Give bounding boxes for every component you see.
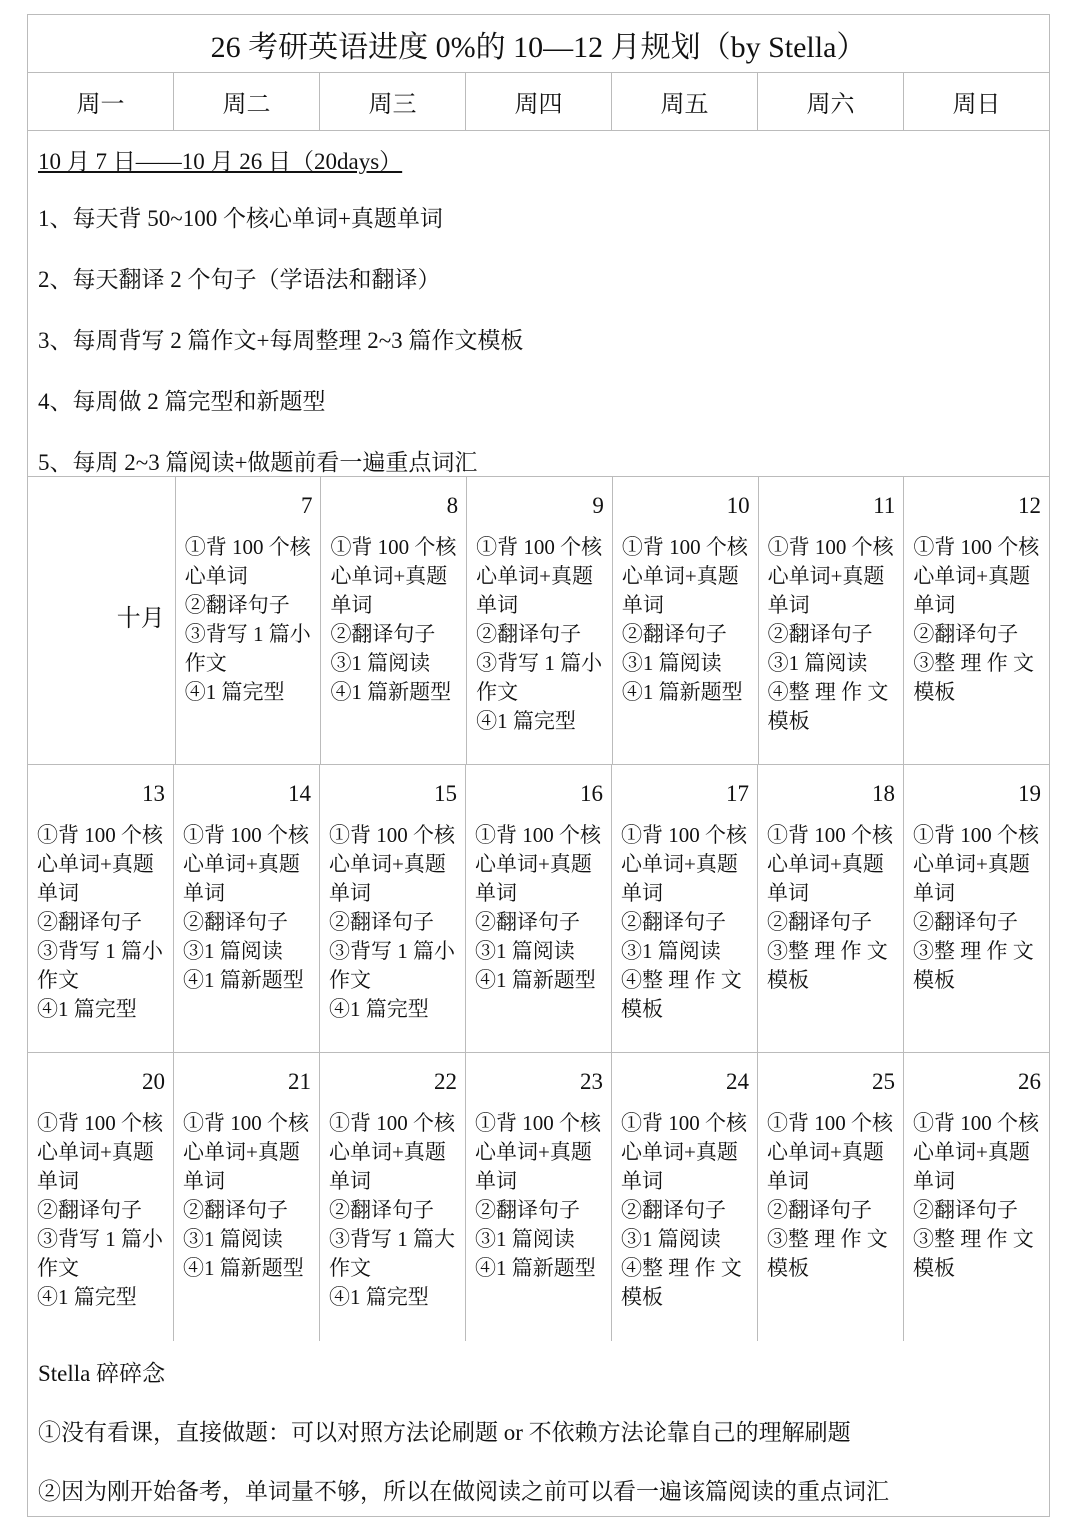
task-line: ②翻译句子 <box>183 1198 288 1222</box>
day-number: 19 <box>1018 781 1041 806</box>
week-row <box>28 1053 1049 1341</box>
task-line: ④1 篇完型 <box>476 709 576 733</box>
task-line: 心单词+真题 <box>913 564 1031 588</box>
task-line: ①背 100 个核 <box>767 1111 893 1135</box>
task-line: ①背 100 个核 <box>330 535 457 559</box>
task-line: ②翻译句子 <box>913 910 1018 934</box>
goal-item: 3、每周背写 2 篇作文+每周整理 2~3 篇作文模板 <box>38 328 524 353</box>
day-number: 16 <box>580 781 603 806</box>
day-cell <box>28 1053 174 1341</box>
task-line: ②翻译句子 <box>476 622 582 646</box>
task-line: ①背 100 个核 <box>621 535 748 559</box>
task-line: 作文 <box>329 1256 371 1280</box>
task-line: ②翻译句子 <box>767 1198 872 1222</box>
day-cell <box>321 477 467 764</box>
task-line: ①背 100 个核 <box>767 535 894 559</box>
task-line: 心单词+真题 <box>475 1140 592 1164</box>
note-item: ①没有看课，直接做题：可以对照方法论刷题 or 不依赖方法论靠自己的理解刷题 <box>38 1420 851 1445</box>
task-line: ②翻译句子 <box>37 1198 142 1222</box>
task-line: 单词 <box>475 881 517 905</box>
task-line: 单词 <box>621 593 664 617</box>
day-number: 18 <box>872 781 895 806</box>
task-line: 心单词+真题 <box>37 852 154 876</box>
day-cell <box>174 765 320 1052</box>
task-line: ①背 100 个核 <box>475 823 601 847</box>
task-line: 单词 <box>37 881 79 905</box>
weekday-sun: 周日 <box>952 92 1001 118</box>
date-range: 10 月 7 日——10 月 26 日（20days） <box>38 149 403 174</box>
day-number: 8 <box>446 493 459 518</box>
task-line: ③背写 1 篇小 <box>329 939 455 963</box>
task-line: 作文 <box>37 1256 79 1280</box>
task-line: ①背 100 个核 <box>475 1111 601 1135</box>
task-line: 心单词+真题 <box>767 564 885 588</box>
goal-item: 5、每周 2~3 篇阅读+做题前看一遍重点词汇 <box>38 450 478 475</box>
task-line: ②翻译句子 <box>621 622 727 646</box>
task-line: 单词 <box>183 1169 225 1193</box>
task-line: ②翻译句子 <box>330 622 436 646</box>
day-number: 22 <box>434 1069 457 1094</box>
task-line: 模板 <box>621 1285 663 1309</box>
task-line: 单词 <box>621 881 663 905</box>
day-cell <box>613 477 759 764</box>
task-line: 模板 <box>913 680 956 704</box>
task-line: 单词 <box>621 1169 663 1193</box>
task-line: 心单词+真题 <box>913 1140 1030 1164</box>
task-line: 心单词 <box>184 564 248 588</box>
task-line: ④1 篇完型 <box>37 997 137 1021</box>
day-cell <box>466 765 612 1052</box>
day-number: 15 <box>434 781 457 806</box>
task-line: 心单词+真题 <box>329 1140 446 1164</box>
task-line: ①背 100 个核 <box>329 1111 455 1135</box>
day-number: 11 <box>873 493 896 518</box>
day-cell <box>174 1053 320 1341</box>
task-line: ③1 篇阅读 <box>183 1227 283 1251</box>
task-line: 单词 <box>767 881 809 905</box>
goal-item: 2、每天翻译 2 个句子（学语法和翻译） <box>38 267 441 292</box>
task-line: ④1 篇完型 <box>329 1285 429 1309</box>
day-cell <box>904 765 1049 1052</box>
task-line: 心单词+真题 <box>621 852 738 876</box>
task-line: 作文 <box>329 968 371 992</box>
day-number: 13 <box>142 781 165 806</box>
weekday-wed: 周三 <box>320 73 466 130</box>
day-cell <box>467 477 613 764</box>
task-line: 单词 <box>476 593 519 617</box>
notes-heading: Stella 碎碎念 <box>38 1361 166 1386</box>
task-line: ①背 100 个核 <box>913 1111 1039 1135</box>
task-line: 心单词+真题 <box>37 1140 154 1164</box>
day-cell <box>320 1053 466 1341</box>
task-line: ④1 篇完型 <box>329 997 429 1021</box>
task-line: ①背 100 个核 <box>183 1111 309 1135</box>
task-line: 单词 <box>329 1169 371 1193</box>
task-line: ③1 篇阅读 <box>330 651 431 675</box>
task-line: ④1 篇完型 <box>37 1285 137 1309</box>
weekday-thu: 周四 <box>466 73 612 130</box>
task-line: 心单词+真题 <box>476 564 593 588</box>
task-line: 模板 <box>913 968 955 992</box>
task-line: 作文 <box>37 968 79 992</box>
task-line: ③1 篇阅读 <box>475 1227 575 1251</box>
task-line: ②翻译句子 <box>475 910 580 934</box>
task-line: ④1 篇完型 <box>184 680 285 704</box>
task-line: ③1 篇阅读 <box>767 651 868 675</box>
day-cell <box>759 477 905 764</box>
task-line: ③1 篇阅读 <box>475 939 575 963</box>
task-line: 作文 <box>476 680 519 704</box>
task-line: ②翻译句子 <box>329 1198 434 1222</box>
task-line: 模板 <box>913 1256 955 1280</box>
weekday-mon: 周一 <box>28 73 174 130</box>
day-cell <box>466 1053 612 1341</box>
month-label-cell <box>28 477 176 764</box>
task-line: ③背写 1 篇小 <box>184 622 311 646</box>
task-line: ③整 理 作 文 <box>913 1227 1034 1251</box>
title-row <box>28 15 1049 73</box>
task-line: 心单词+真题 <box>913 852 1030 876</box>
task-line: ①背 100 个核 <box>767 823 893 847</box>
task-line: 单词 <box>329 881 371 905</box>
task-line: 模板 <box>767 968 809 992</box>
task-line: 模板 <box>767 1256 809 1280</box>
task-line: ①背 100 个核 <box>476 535 603 559</box>
task-line: ①背 100 个核 <box>37 1111 163 1135</box>
task-line: 心单词+真题 <box>621 564 739 588</box>
task-line: ②翻译句子 <box>184 593 290 617</box>
task-line: ③整 理 作 文 <box>913 939 1034 963</box>
task-line: 单词 <box>37 1169 79 1193</box>
task-line: 模板 <box>767 709 810 733</box>
day-number: 12 <box>1018 493 1042 518</box>
task-line: ③背写 1 篇小 <box>37 939 163 963</box>
task-line: ④1 篇新题型 <box>183 968 304 992</box>
task-line: 模板 <box>621 997 663 1021</box>
page-title: 26 考研英语进度 0%的 10—12 月规划（by Stella） <box>210 30 867 64</box>
task-line: ①背 100 个核 <box>329 823 455 847</box>
day-cell <box>612 765 758 1052</box>
intro-section <box>28 131 1049 477</box>
task-line: ④整 理 作 文 <box>767 680 889 704</box>
task-line: 单词 <box>767 1169 809 1193</box>
task-line: 心单词+真题 <box>329 852 446 876</box>
day-number: 10 <box>726 493 750 518</box>
task-line: 心单词+真题 <box>767 1140 884 1164</box>
task-line: 单词 <box>913 593 956 617</box>
day-cell <box>176 477 322 764</box>
task-line: ②翻译句子 <box>767 910 872 934</box>
task-line: ③1 篇阅读 <box>621 1227 721 1251</box>
weekday-tue: 周二 <box>174 73 320 130</box>
day-cell <box>758 765 904 1052</box>
task-line: ③背写 1 篇小 <box>37 1227 163 1251</box>
task-line: ③1 篇阅读 <box>183 939 283 963</box>
plan-table <box>27 14 1050 1517</box>
task-line: ③整 理 作 文 <box>767 939 888 963</box>
task-line: ③背写 1 篇大 <box>329 1227 455 1251</box>
task-line: ④1 篇新题型 <box>475 1256 596 1280</box>
day-cell <box>758 1053 904 1341</box>
day-number: 21 <box>288 1069 311 1094</box>
task-line: ②翻译句子 <box>37 910 142 934</box>
task-line: 单词 <box>913 1169 955 1193</box>
task-line: ①背 100 个核 <box>184 535 311 559</box>
task-line: ④整 理 作 文 <box>621 968 742 992</box>
task-line: ③1 篇阅读 <box>621 939 721 963</box>
task-line: ②翻译句子 <box>767 622 873 646</box>
task-line: 单词 <box>183 881 225 905</box>
task-line: 单词 <box>767 593 810 617</box>
task-line: ③整 理 作 文 <box>767 1227 888 1251</box>
day-number: 9 <box>592 493 604 518</box>
task-line: ①背 100 个核 <box>913 535 1040 559</box>
task-line: 心单词+真题 <box>767 852 884 876</box>
day-number: 20 <box>142 1069 165 1094</box>
task-line: ④1 篇新题型 <box>183 1256 304 1280</box>
weekday-sat: 周六 <box>758 73 904 130</box>
day-cell <box>904 477 1049 764</box>
week-row <box>28 477 1049 765</box>
day-number: 7 <box>300 493 313 518</box>
task-line: ①背 100 个核 <box>621 823 747 847</box>
task-line: ①背 100 个核 <box>913 823 1039 847</box>
day-cell <box>904 1053 1049 1341</box>
task-line: ①背 100 个核 <box>37 823 163 847</box>
task-line: ②翻译句子 <box>329 910 434 934</box>
task-line: ①背 100 个核 <box>621 1111 747 1135</box>
day-number: 25 <box>872 1069 895 1094</box>
task-line: ②翻译句子 <box>621 1198 726 1222</box>
task-line: 心单词+真题 <box>183 1140 300 1164</box>
task-line: 心单词+真题 <box>475 852 592 876</box>
task-line: ②翻译句子 <box>183 910 288 934</box>
task-line: ②翻译句子 <box>621 910 726 934</box>
day-cell <box>28 765 174 1052</box>
task-line: ②翻译句子 <box>913 622 1019 646</box>
task-line: 心单词+真题 <box>183 852 300 876</box>
weekday-fri: 周五 <box>612 73 758 130</box>
day-number: 17 <box>726 781 749 806</box>
task-line: 心单词+真题 <box>621 1140 738 1164</box>
weekday-header-row <box>28 73 1049 131</box>
day-cell <box>612 1053 758 1341</box>
task-line: ④1 篇新题型 <box>621 680 743 704</box>
task-line: 心单词+真题 <box>330 564 448 588</box>
week-row <box>28 765 1049 1053</box>
task-line: ③整 理 作 文 <box>913 651 1035 675</box>
task-line: ③1 篇阅读 <box>621 651 722 675</box>
task-line: ①背 100 个核 <box>183 823 309 847</box>
goal-item: 4、每周做 2 篇完型和新题型 <box>38 389 326 414</box>
day-number: 23 <box>580 1069 603 1094</box>
task-line: ②翻译句子 <box>913 1198 1018 1222</box>
goal-item: 1、每天背 50~100 个核心单词+真题单词 <box>38 206 443 231</box>
day-number: 24 <box>726 1069 749 1094</box>
task-line: 单词 <box>475 1169 517 1193</box>
task-line: 单词 <box>913 881 955 905</box>
task-line: ④整 理 作 文 <box>621 1256 742 1280</box>
task-line: ③背写 1 篇小 <box>476 651 603 675</box>
task-line: 单词 <box>330 593 373 617</box>
task-line: ②翻译句子 <box>475 1198 580 1222</box>
task-line: ④1 篇新题型 <box>475 968 596 992</box>
day-number: 26 <box>1018 1069 1041 1094</box>
task-line: ④1 篇新题型 <box>330 680 452 704</box>
month-label: 十月 <box>116 606 165 632</box>
day-cell <box>320 765 466 1052</box>
day-number: 14 <box>288 781 311 806</box>
notes-section <box>28 1341 1049 1516</box>
task-line: 作文 <box>184 651 227 675</box>
note-item: ②因为刚开始备考，单词量不够，所以在做阅读之前可以看一遍该篇阅读的重点词汇 <box>38 1479 889 1504</box>
